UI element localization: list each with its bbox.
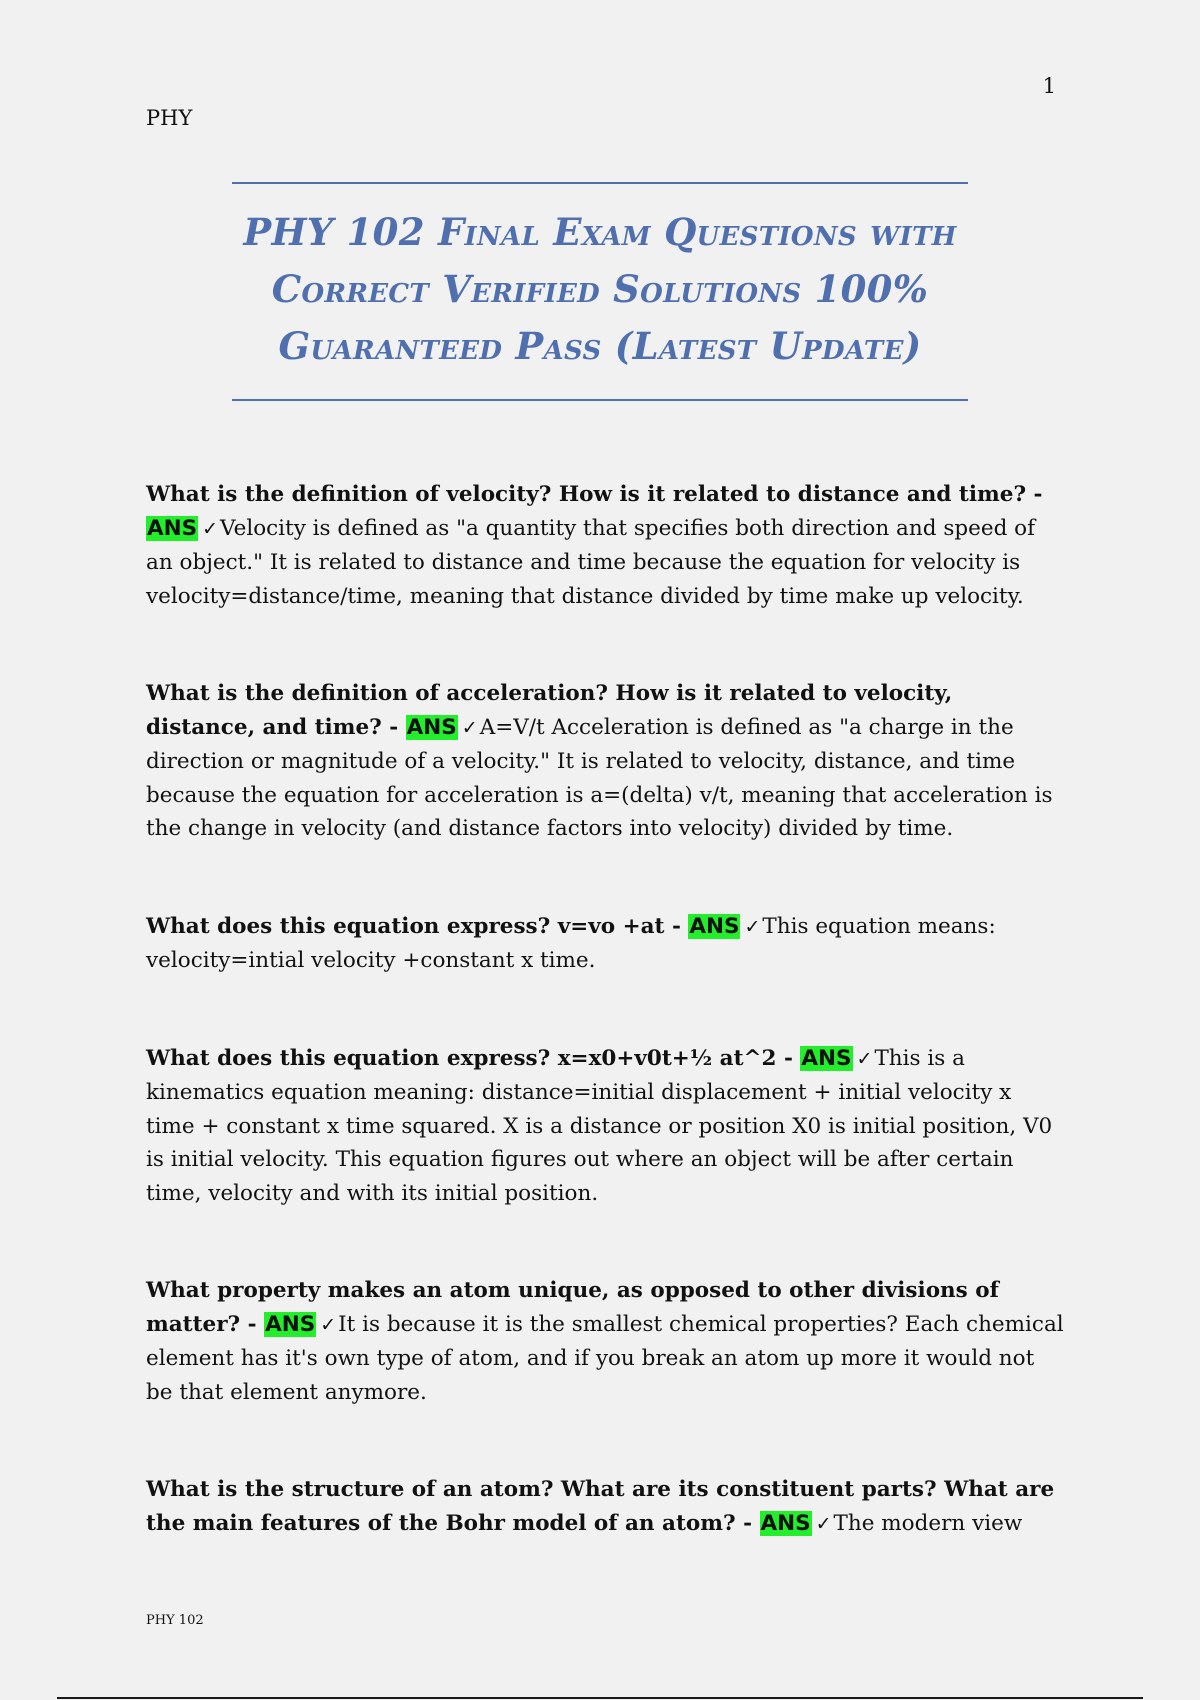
check-icon: ✓ [461, 716, 478, 739]
answer-text: Velocity is defined as "a quantity that specifies both direction and speed of an object." It is related to distance and time because the equation for velocity is velocity=distance/time, meaning that distance divided by time make up velocity. [146, 515, 1036, 609]
separator: - [1026, 482, 1043, 507]
ans-badge: ANS [265, 1311, 316, 1337]
question-text: What does this equation express? x=x0+v0t+½ at^2 [146, 1045, 777, 1071]
qa-list [146, 478, 1066, 1605]
document-title [232, 182, 968, 401]
check-icon: ✓ [815, 1512, 832, 1535]
ans-badge: ANS [689, 913, 740, 939]
question-text: What is the definition of velocity? How is it related to distance and time? [146, 482, 1027, 507]
page-number: 1 [1042, 74, 1056, 98]
question-text: What is the definition of acceleration? How is it related to velocity, distance, and time? [146, 681, 953, 740]
answer-text: This equation means: velocity=intial velocity +constant x time. [146, 913, 996, 973]
answer-text: A=V/t Acceleration is defined as "a charge in the direction or magnitude of a velocity." It is related to velocity, distance, and time because the equation for acceleration is a=(delta) v/t, meaning that acceleration is the change in velocity (and distance factors into velocity) divided by time. [146, 714, 1053, 841]
separator: - [664, 913, 689, 939]
ans-badge: ANS [147, 515, 198, 541]
ans-badge: ANS [406, 714, 457, 740]
title-line-1: PHY 102 Final Exam Questions with [243, 210, 957, 254]
answer-text: It is because it is the smallest chemical properties? Each chemical element has it's own type of atom, and if you break an atom up more it would not be that element anymore. [146, 1311, 1064, 1405]
answer-text: This is a kinematics equation meaning: distance=initial displacement + initial velocity x time + constant x time squared. X is a distance or position X0 is initial position, V0 is initial velocity. This equation figures out where an object will be after certain time, velocity and with its initial position. [146, 1045, 1053, 1206]
check-icon: ✓ [320, 1313, 337, 1336]
ans-badge: ANS [760, 1510, 811, 1536]
qa-item [146, 1042, 1066, 1211]
title-line-2: Correct Verified Solutions 100% [271, 267, 929, 311]
qa-item [146, 1274, 1066, 1409]
qa-item [146, 1473, 1066, 1541]
separator: - [776, 1045, 801, 1071]
qa-item [146, 478, 1066, 613]
ans-badge: ANS [801, 1045, 852, 1071]
qa-item [146, 677, 1066, 846]
separator: - [735, 1510, 760, 1536]
footer-divider [57, 1697, 1143, 1699]
answer-text: The modern view [833, 1510, 1023, 1536]
question-text: What does this equation express? v=vo +at [146, 913, 665, 939]
separator: - [381, 714, 406, 740]
question-text: What is the structure of an atom? What are its constituent parts? What are the main features of the Bohr model of an atom? [146, 1477, 1055, 1536]
title-line-3: Guaranteed Pass (Latest Update) [278, 324, 922, 368]
check-icon: ✓ [744, 915, 761, 938]
running-footer: PHY 102 [146, 1613, 204, 1628]
check-icon: ✓ [856, 1047, 873, 1070]
running-header: PHY [146, 106, 193, 130]
qa-item [146, 910, 1066, 978]
check-icon: ✓ [202, 517, 219, 540]
separator: - [240, 1311, 265, 1337]
question-text: What property makes an atom unique, as opposed to other divisions of matter? [146, 1278, 999, 1337]
